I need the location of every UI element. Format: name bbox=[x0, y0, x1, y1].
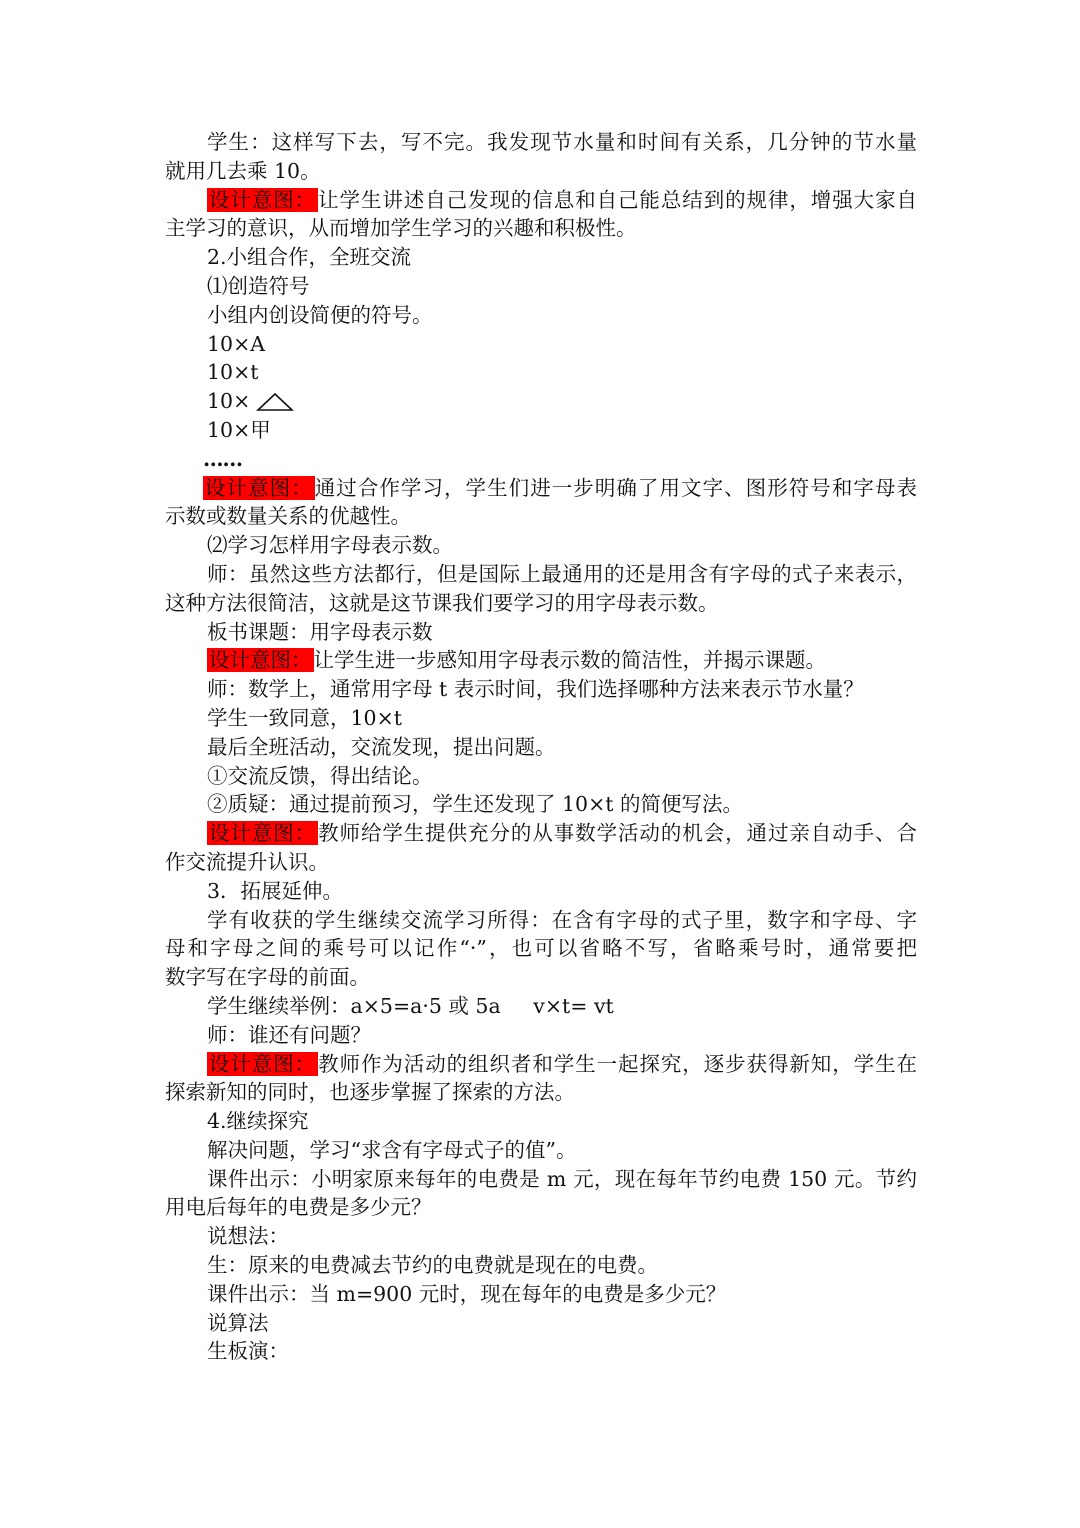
section-heading: 2.小组合作，全班交流 bbox=[207, 245, 412, 270]
paragraph-line: 最后全班活动，交流发现，提出问题。 bbox=[207, 734, 556, 759]
design-intent-line bbox=[165, 186, 917, 215]
design-intent-line bbox=[165, 474, 917, 503]
paragraph-line: 学生：这样写下去，写不完。我发现节水量和时间有关系，几分钟的节水量 bbox=[207, 130, 917, 154]
paragraph-line: 课件出示：当 m=900 元时，现在每年的电费是多少元？ bbox=[207, 1281, 727, 1306]
paragraph-line: ①交流反馈，得出结论。 bbox=[207, 763, 433, 788]
design-intent-tag: 设计意图： bbox=[209, 1051, 317, 1076]
design-intent-text: 教师给学生提供充分的从事数学活动的机会，通过亲自动手、合 bbox=[318, 821, 917, 846]
paragraph-line: 说想法： bbox=[207, 1224, 289, 1249]
paragraph-line: 师：数学上，通常用字母 t 表示时间，我们选择哪种方法来表示节水量？ bbox=[207, 677, 864, 702]
subsection-heading: ⑴创造符号 bbox=[207, 273, 310, 298]
design-intent-line bbox=[165, 1050, 917, 1079]
paragraph-line: 解决问题，学习“求含有字母式子的值”。 bbox=[207, 1137, 577, 1162]
design-intent-text: 教师作为活动的组织者和学生一起探究，逐步获得新知，学生在 bbox=[318, 1051, 917, 1076]
paragraph-line: 这种方法很简洁，这就是这节课我们要学习的用字母表示数。 bbox=[165, 590, 719, 615]
formula-line bbox=[165, 387, 917, 416]
paragraph-line: 探索新知的同时，也逐步掌握了探索的方法。 bbox=[165, 1080, 575, 1105]
paragraph-line: 母和字母之间的乘号可以记作“·”，也可以省略不写，省略乘号时，通常要把 bbox=[165, 936, 917, 961]
paragraph-line: 板书课题：用字母表示数 bbox=[207, 619, 433, 644]
formula-text: 10× bbox=[207, 389, 251, 414]
paragraph-line: 说算法 bbox=[207, 1310, 269, 1335]
paragraph-line: 示数或数量关系的优越性。 bbox=[165, 504, 411, 529]
paragraph-line: 学生一致同意，10×t bbox=[207, 705, 402, 730]
design-intent-tag: 设计意图： bbox=[209, 648, 312, 673]
paragraph-line: 生：原来的电费减去节约的电费就是现在的电费。 bbox=[207, 1253, 658, 1278]
formula-line: 10×t bbox=[207, 360, 259, 385]
paragraph-line: 生板演： bbox=[207, 1339, 289, 1364]
paragraph-line: 就用几去乘 10。 bbox=[165, 158, 321, 183]
paragraph-line: 主学习的意识，从而增加学生学习的兴趣和积极性。 bbox=[165, 216, 637, 241]
design-intent-tag: 设计意图： bbox=[205, 475, 313, 500]
formula-line: 10×A bbox=[207, 331, 266, 356]
paragraph-line: 学有收获的学生继续交流学习所得：在含有字母的式子里，数字和字母、字 bbox=[207, 907, 917, 932]
ellipsis-line: …… bbox=[203, 446, 242, 471]
design-intent-text: 让学生进一步感知用字母表示数的简洁性，并揭示课题。 bbox=[313, 648, 826, 673]
paragraph-line: ②质疑：通过提前预习，学生还发现了 10×t 的简便写法。 bbox=[207, 792, 744, 817]
section-heading: 4.继续探究 bbox=[207, 1109, 309, 1134]
paragraph-line: 作交流提升认识。 bbox=[165, 849, 329, 874]
section-heading: 3．拓展延伸。 bbox=[207, 878, 344, 903]
triangle-symbol-icon bbox=[256, 392, 294, 412]
paragraph-line: 课件出示：小明家原来每年的电费是 m 元，现在每年节约电费 150 元。节约 bbox=[207, 1166, 917, 1191]
formula-line: 10×甲 bbox=[207, 417, 271, 442]
paragraph-line: 学生继续举例：a×5=a·5 或 5a v×t= vt bbox=[207, 993, 614, 1018]
design-intent-text: 通过合作学习，学生们进一步明确了用文字、图形符号和字母表 bbox=[314, 475, 917, 500]
document-page bbox=[165, 128, 917, 1366]
paragraph-line: 师：谁还有问题？ bbox=[207, 1022, 371, 1047]
design-intent-text: 让学生讲述自己发现的信息和自己能总结到的规律，增强大家自 bbox=[318, 187, 917, 212]
design-intent-line bbox=[165, 646, 917, 675]
paragraph-line: 小组内创设简便的符号。 bbox=[207, 302, 433, 327]
design-intent-line bbox=[165, 819, 917, 848]
paragraph-line: 用电后每年的电费是多少元？ bbox=[165, 1195, 432, 1220]
design-intent-tag: 设计意图： bbox=[209, 187, 317, 212]
paragraph-line: 师：虽然这些方法都行，但是国际上最通用的还是用含有字母的式子来表示， bbox=[207, 561, 917, 586]
design-intent-tag: 设计意图： bbox=[209, 821, 317, 846]
paragraph-line: 数字写在字母的前面。 bbox=[165, 965, 370, 990]
subsection-heading: ⑵学习怎样用字母表示数。 bbox=[207, 533, 453, 558]
